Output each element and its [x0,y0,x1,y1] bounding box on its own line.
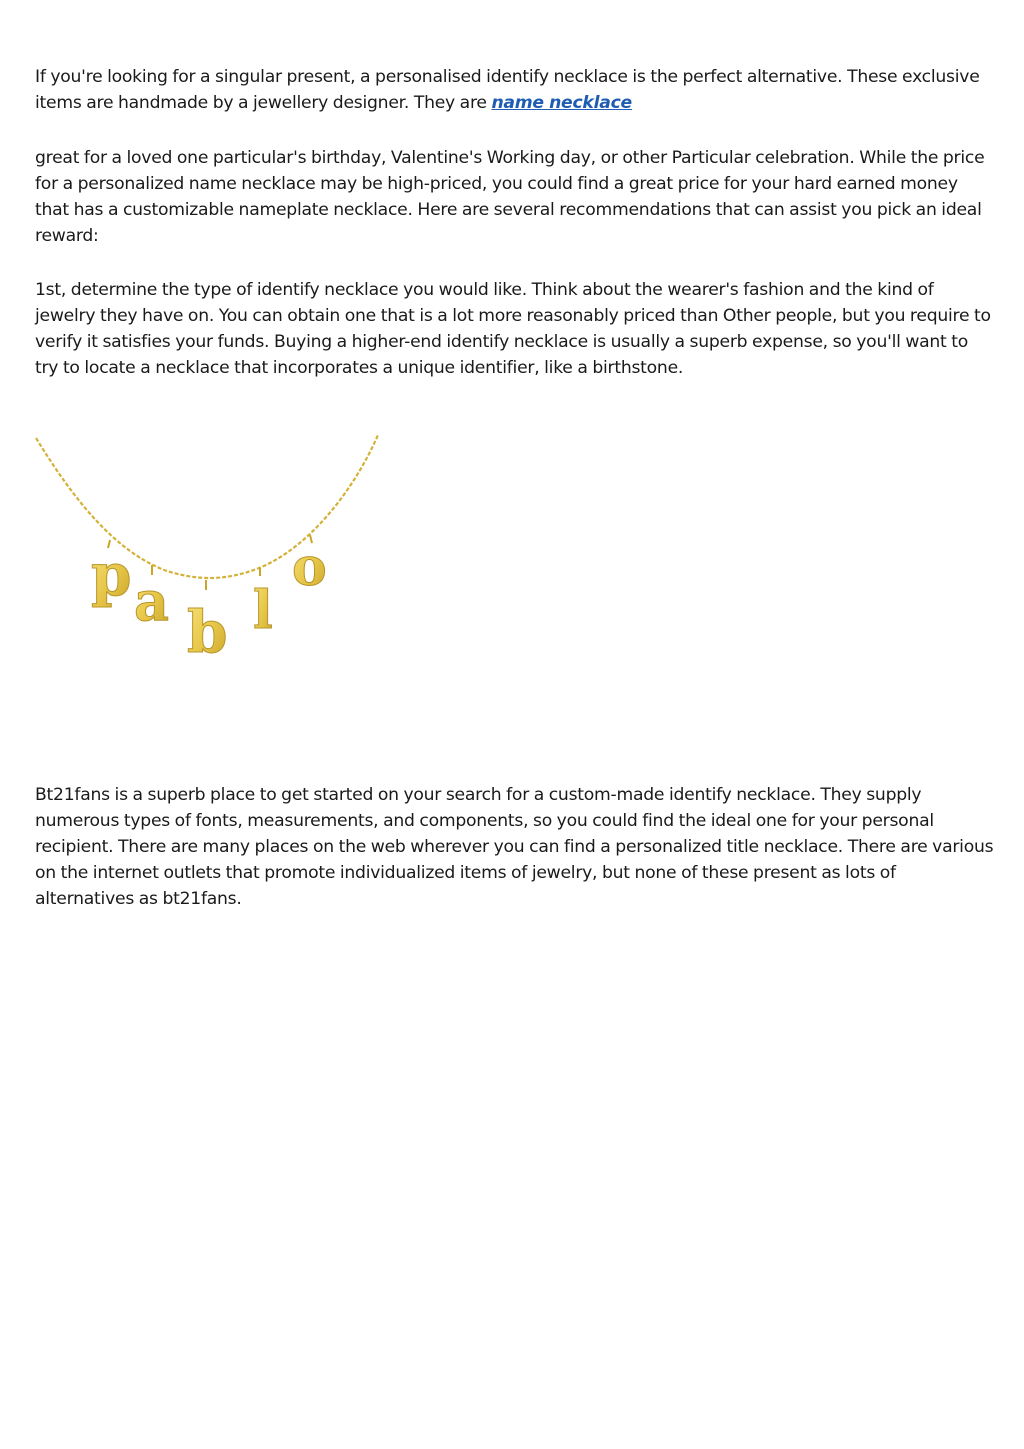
occasion-paragraph: great for a loved one particular's birthday, Valentine's Working day, or other Particular celebration. While the price for a personalized name necklace may be high-priced, you could find a great price for your hard earned money that has a customizable nameplate necklace. Here are several recommendations that can assist you pick an ideal reward: [35,148,985,246]
necklace-chain [36,435,378,578]
pendant-letter-p [91,540,132,609]
pendant-letter-b [187,580,228,660]
pendant-letter-text: p [91,541,132,609]
pendant-letter-text: l [253,580,273,641]
pendant-letter-a [134,565,169,633]
intro-paragraph [35,64,995,116]
intro-text: If you're looking for a singular present, a personalised identify necklace is the perfect alternative. These exclusive items are handmade by a jewellery designer. They are [35,67,980,113]
pendant-letter-text: o [292,537,327,598]
bt21fans-paragraph: Bt21fans is a superb place to get started on your search for a custom-made identify necklace. They supply numerous types of fonts, measurements, and components, so you could find the ideal one for your personal recipient. There are many places on the web wherever you can find a personalized title necklace. There are various on the internet outlets that promote individualized items of jewelry, but none of these present as lots of alternatives as bt21fans. [35,785,994,909]
pendant-letter-text: a [134,569,169,633]
advice-paragraph: 1st, determine the type of identify necklace you would like. Think about the wearer's fashion and the kind of jewelry they have on. You can obtain one that is a lot more reasonably priced than Other people, but you require to verify it satisfies your funds. Buying a higher-end identify necklace is usually a superb expense, so you'll want to try to locate a necklace that incorporates a unique identifier, like a birthstone. [35,280,991,378]
name-necklace-link[interactable]: name necklace [491,93,632,113]
pendant-letter-l [253,568,273,641]
pendant-letter-text: b [187,598,228,660]
pendant-letter-o [292,535,327,598]
name-necklace-image [34,430,380,660]
